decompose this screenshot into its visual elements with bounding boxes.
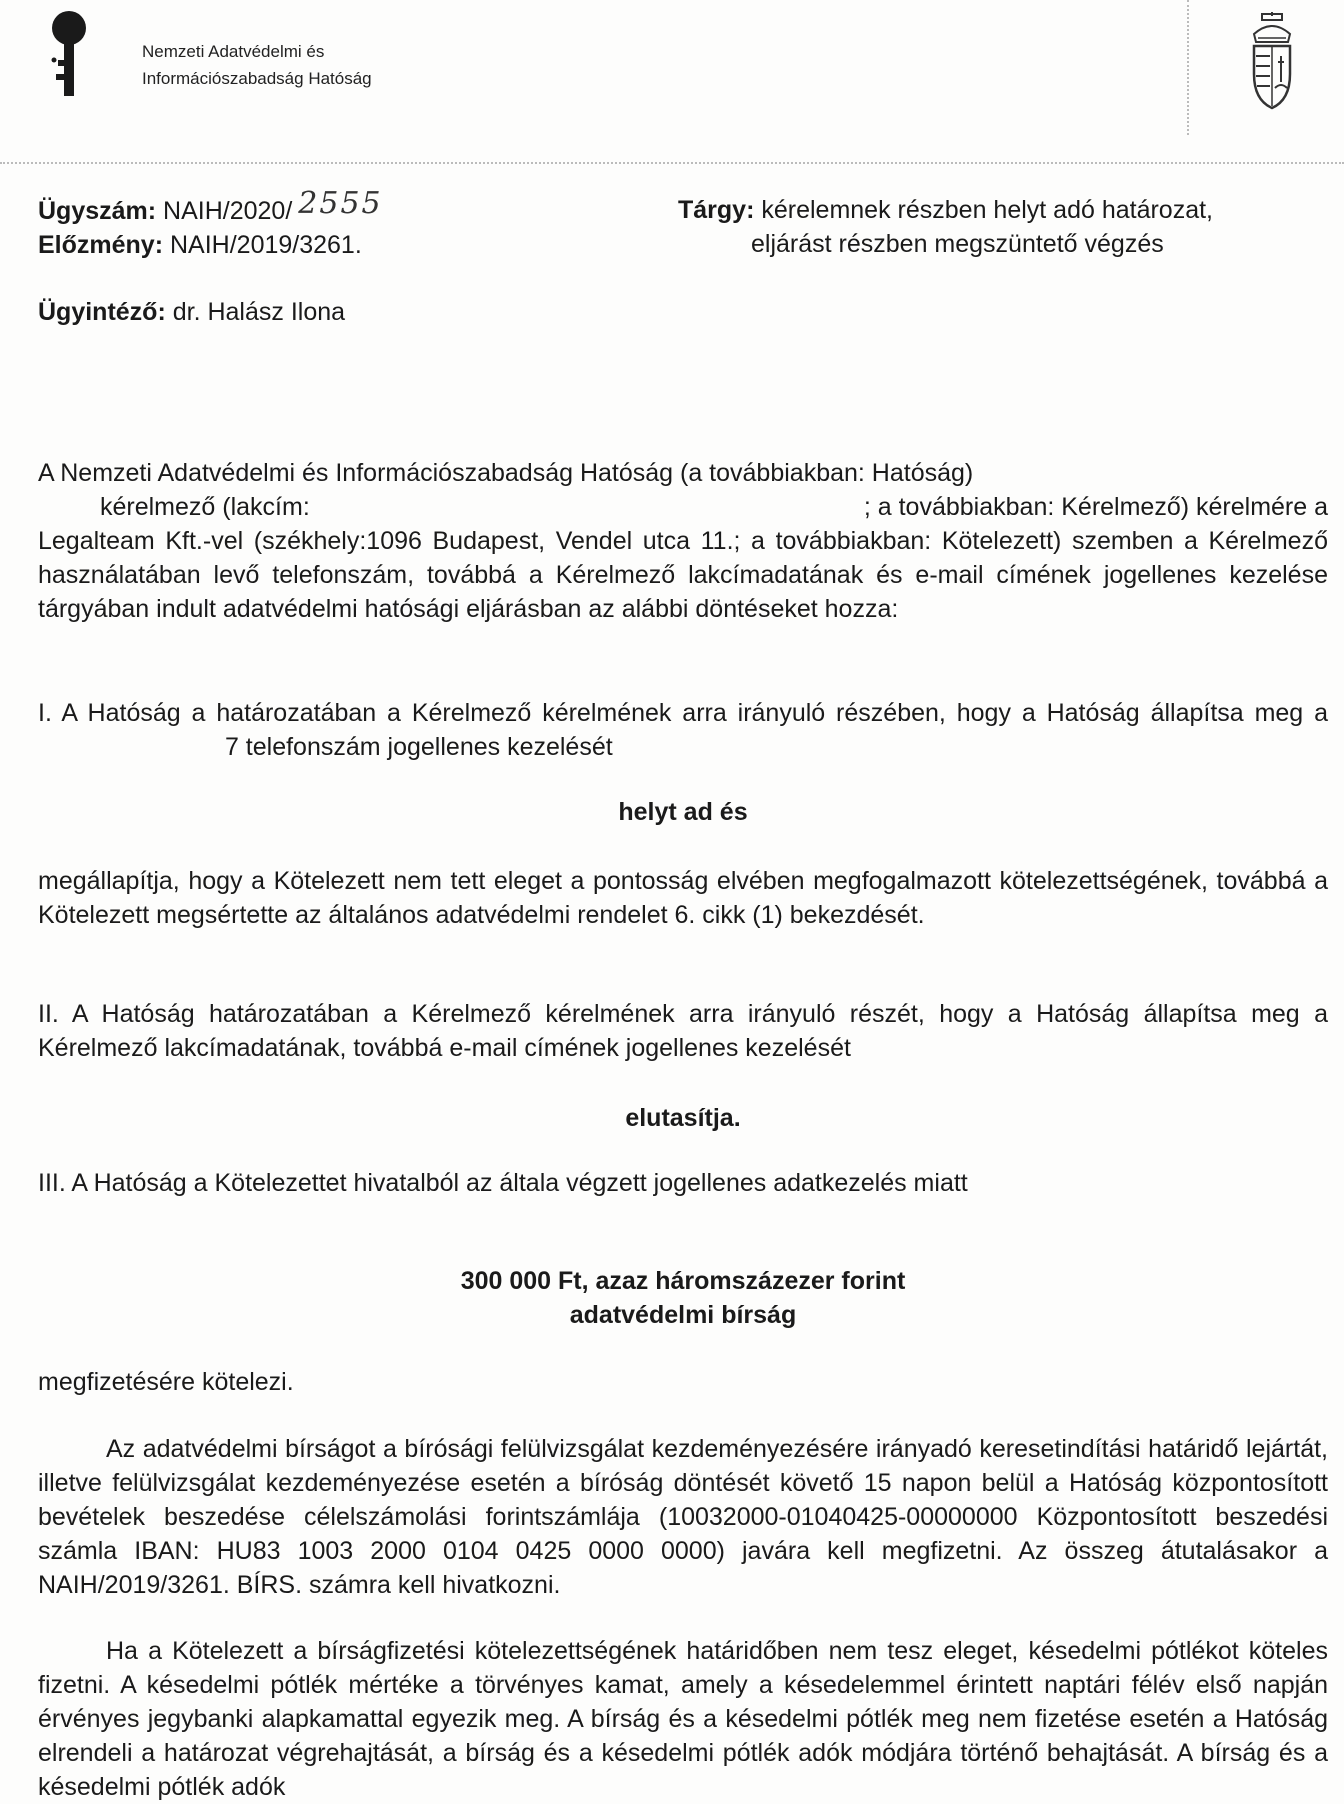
section-1-continuation: megállapítja, hogy a Kötelezett nem tett eleget a pontosság elvében megfogalmazott kötelezettségének, továbbá a Kötelezett megsértette az általános adatvédelmi rendelet 6. cikk (1) bekezdését. (38, 867, 1328, 929)
case-number-label: Ügyszám: (38, 197, 157, 225)
fine-amount: 300 000 Ft, azaz háromszázezer forint (460, 1267, 906, 1295)
precedent-line (38, 228, 383, 262)
subject-label: Tárgy: (678, 196, 755, 224)
coat-of-arms-icon (1248, 12, 1296, 110)
precedent-value: NAIH/2019/3261. (169, 231, 362, 259)
section-1-text: I. A Hatóság a határozatában a Kérelmező kérelmének arra irányuló részében, hogy a Hatóság állapítsa meg a (38, 699, 1328, 727)
organization-name (142, 38, 372, 92)
section-1-heading: helyt ad és (618, 798, 748, 826)
subject-line1 (678, 193, 1318, 227)
case-info (38, 186, 383, 262)
header-horizontal-divider (0, 162, 1344, 164)
intro-line2 (38, 490, 1328, 524)
section-2-heading: elutasítja. (625, 1104, 741, 1132)
header-vertical-divider (1187, 0, 1189, 135)
case-number-handwritten: 2555 (298, 186, 383, 221)
subject-value-line1: kérelemnek részben helyt adó határozat, (761, 196, 1214, 224)
key-logo-icon (48, 8, 90, 104)
section-1-phone-text: 7 telefonszám jogellenes kezelését (224, 733, 613, 761)
clerk-line (38, 295, 345, 329)
precedent-label: Előzmény: (38, 231, 164, 259)
clerk-value: dr. Halász Ilona (172, 298, 346, 326)
intro-rest: Legalteam Kft.-vel (székhely:1096 Budapest, Vendel utca 11.; a továbbiakban: Kötelezett) szemben a Kérelmező használatában levő telefonszám, továbbá a Kérelmező lakcímadatának és e-mail címének jogellenes kezelése tárgyában indult adatvédelmi hatósági eljárásban az alábbi döntéseket hozza: (38, 527, 1328, 623)
org-name-line2: Információszabadság Hatóság (142, 69, 372, 88)
subject-value-line2: eljárást részben megszüntető végzés (751, 230, 1164, 258)
clerk-label: Ügyintéző: (38, 298, 166, 326)
org-name-line1: Nemzeti Adatvédelmi és (142, 42, 325, 61)
fine-type: adatvédelmi bírság (569, 1301, 797, 1329)
section-1-paragraph (38, 696, 1328, 764)
intro-paragraph (38, 456, 1328, 626)
fine-heading (38, 1264, 1328, 1332)
section-3-paragraph: III. A Hatóság a Kötelezettet hivatalból az általa végzett jogellenes adatkezelés miatt (38, 1169, 968, 1197)
subject-block (678, 193, 1318, 261)
late-fee-paragraph: Ha a Kötelezett a bírságfizetési kötelezettségének határidőben nem tesz eleget, késedelmi pótlékot köteles fizetni. A késedelmi pótlék mértéke a törvényes kamat, amely a késedelemmel érintett naptári félév első napján érvényes jegybanki alapkamattal egyezik meg. A bírság és a késedelmi pótlék meg nem fizetése esetén a Hatóság elrendeli a határozat végrehajtását, a bírság és a késedelmi pótlék adók módjára történő behajtását. A bírság és a késedelmi pótlék adók (38, 1637, 1328, 1801)
case-number-value: NAIH/2020/ (163, 197, 293, 225)
intro-applicant-suffix: ; a továbbiakban: Kérelmező) kérelmére a (863, 493, 1328, 521)
payment-paragraph: Az adatvédelmi bírságot a bírósági felülvizsgálat kezdeményezésére irányadó keresetindítási határidő lejártát, illetve felülvizsgálat kezdeményezése esetén a bíróság döntését követő 15 napon belül a Hatóság központosított bevételek beszedése célelszámolási forintszámlája (10032000-01040425-00000000 Központosított beszedési számla IBAN: HU83 1003 2000 0104 0425 0000 0000) javára kell megfizetni. Az összeg átutalásakor a NAIH/2019/3261. BÍRS. számra kell hivatkozni. (38, 1435, 1328, 1599)
intro-applicant-address-label: kérelmező (lakcím: (100, 493, 310, 521)
intro-line1: A Nemzeti Adatvédelmi és Információszabadság Hatóság (a továbbiakban: Hatóság) (38, 459, 974, 487)
case-number-line (38, 186, 383, 228)
section-3-continuation: megfizetésére kötelezi. (38, 1368, 294, 1396)
section-2-paragraph: II. A Hatóság határozatában a Kérelmező kérelmének arra irányuló részét, hogy a Hatóság állapítsa meg a Kérelmező lakcímadatának, továbbá e-mail címének jogellenes kezelését (38, 1000, 1328, 1062)
